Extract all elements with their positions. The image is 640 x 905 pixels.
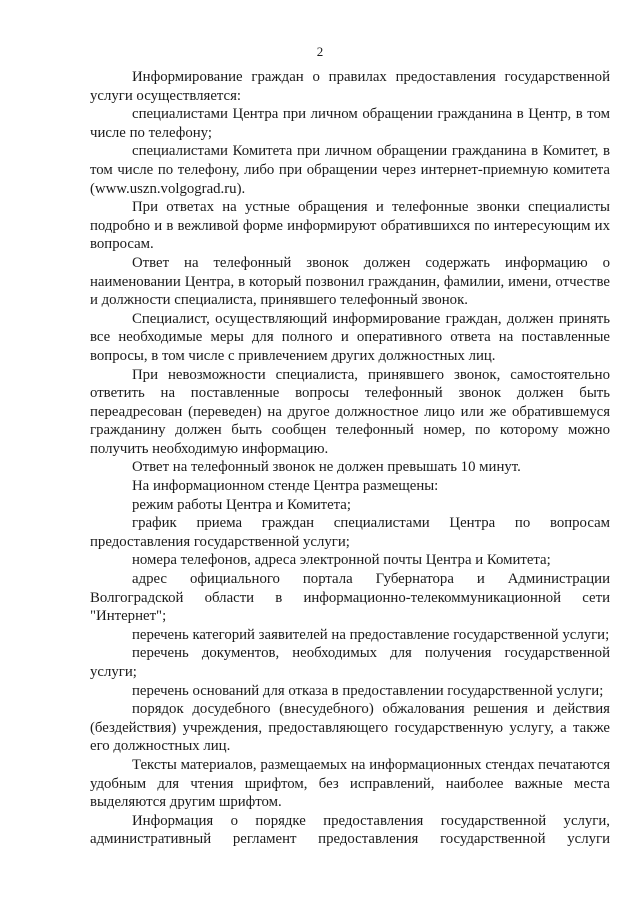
- paragraph: Тексты материалов, размещаемых на информационных стендах печатаются удобным для чтения шрифтом, без исправлений, наиболее важные места выделяются другим шрифтом.: [90, 756, 610, 811]
- paragraph: номера телефонов, адреса электронной почты Центра и Комитета;: [132, 552, 551, 569]
- paragraph: Информирование граждан о правилах предоставления государственной услуги осуществляется:: [90, 69, 610, 104]
- paragraph: Ответ на телефонный звонок должен содержать информацию о наименовании Центра, в который позвонил гражданин, фамилии, имени, отчестве и должности специалиста, принявшего телефонный звонок.: [90, 254, 610, 309]
- page-number: 2: [316, 44, 324, 59]
- paragraph: порядок досудебного (внесудебного) обжалования решения и действия (бездействия) учреждения, предоставляющего государственную услугу, а также его должностных лиц.: [90, 701, 610, 755]
- document-body: [90, 68, 610, 849]
- paragraph: При ответах на устные обращения и телефонные звонки специалисты подробно и в вежливой форме информируют обратившихся по интересующим их вопросам.: [90, 199, 610, 253]
- paragraph: На информационном стенде Центра размещены:: [132, 478, 439, 495]
- paragraph: Информация о порядке предоставления государственной услуги, административный регламент предоставления государственной услуги: [90, 812, 610, 848]
- paragraph: перечень документов, необходимых для получения государственной услуги;: [90, 645, 610, 680]
- paragraph: При невозможности специалиста, принявшего звонок, самостоятельно ответить на поставленные вопросы телефонный звонок должен быть переадресован (переведен) на другое должностное лицо или же обратившемуся гражданину должен быть сообщен телефонный номер, по которому можно получить необходимую информацию.: [90, 366, 610, 457]
- paragraph: режим работы Центра и Комитета;: [132, 496, 351, 513]
- paragraph: адрес официального портала Губернатора и Администрации Волгоградской области в информационно-телекоммуникационной сети "Интернет";: [90, 571, 610, 625]
- paragraph: Ответ на телефонный звонок не должен превышать 10 минут.: [132, 459, 521, 476]
- paragraph: специалистами Комитета при личном обращении гражданина в Комитет, в том числе по телефону, либо при обращении через интернет-приемную комитета (www.uszn.volgograd.ru).: [90, 143, 610, 197]
- paragraph: перечень оснований для отказа в предоставлении государственной услуги;: [132, 682, 604, 699]
- paragraph: перечень категорий заявителей на предоставление государственной услуги;: [132, 626, 610, 643]
- paragraph: специалистами Центра при личном обращении гражданина в Центр, в том числе по телефону;: [90, 106, 610, 141]
- paragraph: график приема граждан специалистами Центра по вопросам предоставления государственной услуги;: [90, 515, 610, 550]
- paragraph: Специалист, осуществляющий информирование граждан, должен принять все необходимые меры для полного и оперативного ответа на поставленные вопросы, в том числе с привлечением других должностных лиц.: [90, 310, 610, 364]
